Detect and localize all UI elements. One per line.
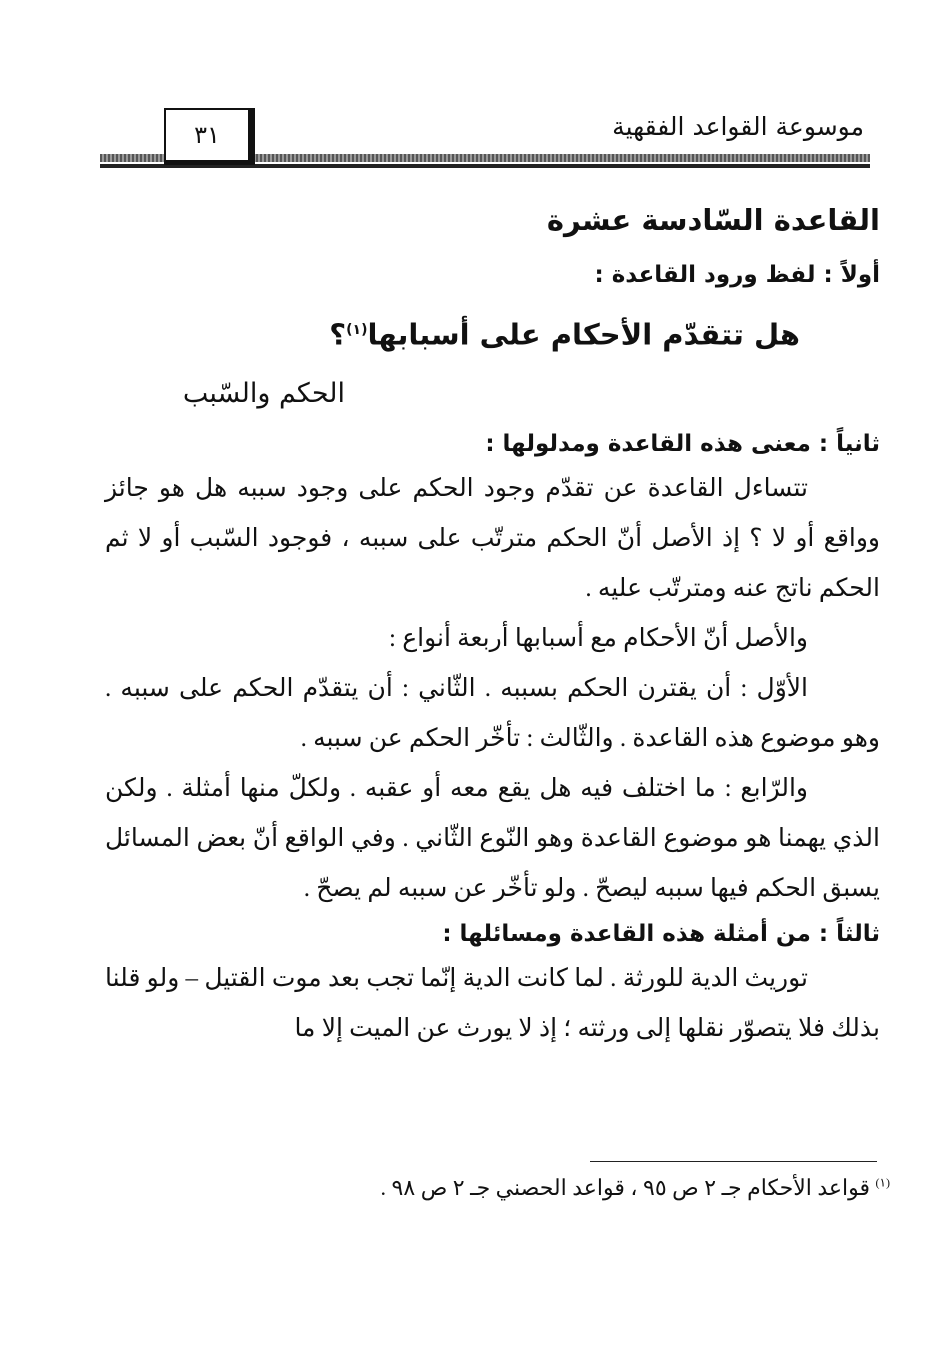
rule-title: القاعدة السّادسة عشرة (546, 203, 880, 237)
section-heading-3: ثالثاً : من أمثلة هذه القاعدة ومسائلها : (442, 920, 880, 947)
rule-question-text: هل تتقدّم الأحكام على أسبابها (367, 317, 800, 352)
paragraph-3: الأوّل : أن يقترن الحكم بسببه . الثّاني : أن يتقدّم الحكم على سببه . وهو موضوع هذه القاعدة . والثّالث : تأخّر الحكم عن سببه . (105, 674, 880, 752)
page-number: ٣١ (164, 108, 255, 165)
footnote-separator (590, 1161, 877, 1162)
paragraph-2: والأصل أنّ الأحكام مع أسبابها أربعة أنواع : (389, 624, 808, 652)
rule-question (105, 301, 880, 364)
section-heading-2: ثانياً : معنى هذه القاعدة ومدلولها : (485, 430, 880, 457)
footnote-reference: (١) (346, 322, 368, 338)
question-mark: ؟ (329, 317, 347, 352)
footnote-text: قواعد الأحكام جـ ٢ ص ٩٥ ، قواعد الحصني جـ ٢ ص ٩٨ . (380, 1175, 871, 1200)
calligraphy-title: الحكم والسّبب (182, 377, 345, 409)
footnote-marker: (١) (875, 1175, 890, 1190)
paragraph-5: توريث الدية للورثة . لما كانت الدية إنّما تجب بعد موت القتيل – ولو قلنا بذلك فلا يتصوّر نقلها إلى ورثته ؛ إذ لا يورث عن الميت إلا ما (105, 964, 880, 1042)
section-heading-1: أولاً : لفظ ورود القاعدة : (594, 262, 880, 288)
book-title: موسوعة القواعد الفقهية (612, 112, 864, 141)
page-header (100, 108, 870, 173)
footnote (381, 1175, 890, 1201)
page-body (105, 195, 880, 1054)
paragraph-1: تتساءل القاعدة عن تقدّم وجود الحكم على وجود سببه هل هو جائز وواقع أو لا ؟ إذ الأصل أنّ الحكم مترتّب على سببه ، فوجود السّبب أو لا ثم الحكم ناتج عنه ومترتّب عليه . (105, 474, 880, 602)
paragraph-4: والرّابع : ما اختلف فيه هل يقع معه أو عقبه . ولكلّ منها أمثلة . ولكن الذي يهمنا هو موضوع القاعدة وهو النّوع الثّاني . وفي الواقع أنّ بعض المسائل يسبق الحكم فيها سببه ليصحّ . ولو تأخّر عن سببه لم يصحّ . (105, 774, 880, 902)
